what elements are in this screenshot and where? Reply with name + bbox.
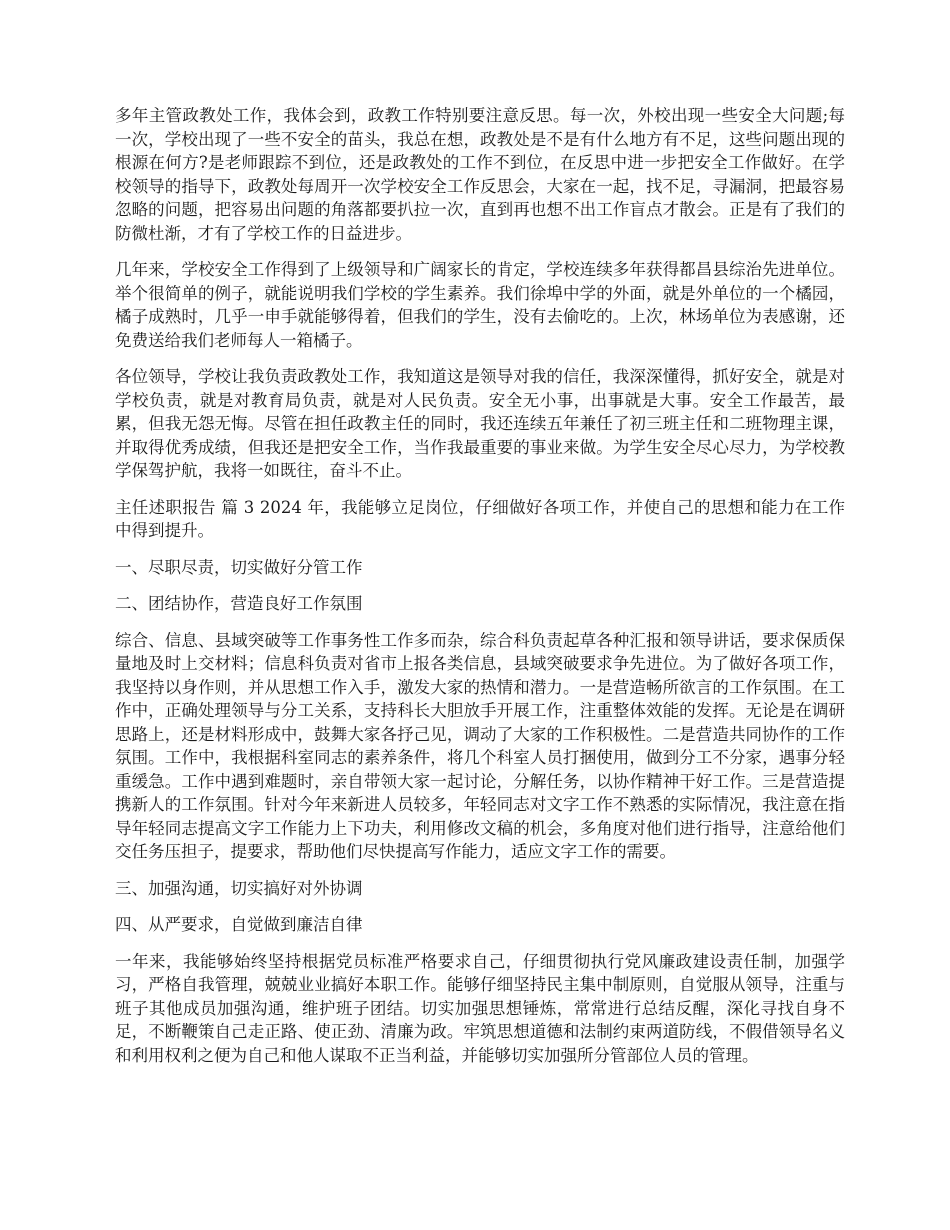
- paragraph-safety-reflection: 多年主管政教处工作，我体会到，政教工作特别要注意反思。每一次，外校出现一些安全大问题;每一次，学校出现了一些不安全的苗头，我总在想，政教处是不是有什么地方有不足，这些问题出现的根源在何方?是老师跟踪不到位，还是政教处的工作不到位，在反思中进一步把安全工作做好。在学校领导的指导下，政教处每周开一次学校安全工作反思会，大家在一起，找不足，寻漏洞，把最容易忽略的问题，把容易出问题的角落都要扒拉一次，直到再也想不出工作盲点才散会。正是有了我们的防微杜渐，才有了学校工作的日益进步。: [115, 106, 845, 243]
- paragraph-responsibility: 各位领导，学校让我负责政教处工作，我知道这是领导对我的信任，我深深懂得，抓好安全，就是对学校负责，就是对教育局负责，就是对人民负责。安全无小事，出事就是大事。安全工作最苦，最累，但我无怨无悔。尽管在担任政教主任的同时，我还连续五年兼任了初三班主任和二班物理主课，并取得优秀成绩，但我还是把安全工作，当作我最重要的事业来做。为学生安全尽心尽力，为学校教学保驾护航，我将一如既往，奋斗不止。: [115, 367, 845, 480]
- section-heading-2: 二、团结协作，营造良好工作氛围: [115, 594, 363, 613]
- paragraph-safety-achievements: 几年来，学校安全工作得到了上级领导和广阔家长的肯定，学校连续多年获得都昌县综治先进单位。举个很简单的例子，就能说明我们学校的学生素养。我们徐埠中学的外面，就是外单位的一个橘园，橘子成熟时，几乎一申手就能够得着，但我们的学生，没有去偷吃的。上次，林场单位为表感谢，还免费送给我们老师每人一箱橘子。: [115, 260, 845, 350]
- section-heading-1: 一、尽职尽责，切实做好分管工作: [115, 557, 363, 577]
- paragraph-report-intro: 主任述职报告 篇 3 2024 年，我能够立足岗位，仔细做好各项工作，并使自己的思想和能力在工作中得到提升。: [115, 497, 845, 540]
- section-heading-4: 四、从严要求，自觉做到廉洁自律: [115, 915, 363, 934]
- paragraph-self-discipline: 一年来，我能够始终坚持根据党员标准严格要求自己，仔细贯彻执行党风廉政建设责任制，加强学习，严格自我管理，兢兢业业搞好本职工作。能够仔细坚持民主集中制原则，自觉服从领导，注重与班子其他成员加强沟通，维护班子团结。切实加强思想锤炼，常常进行总结反醒，深化寻找自身不足，不断鞭策自己走正路、使正劲、清廉为政。牢筑思想道德和法制约束两道防线，不假借领导名义和利用权利之便为自己和他人谋取不正当利益，并能够切实加强所分管部位人员的管理。: [115, 951, 845, 1065]
- paragraph-teamwork: 综合、信息、县域突破等工作事务性工作多而杂，综合科负责起草各种汇报和领导讲话，要求保质保量地及时上交材料；信息科负责对省市上报各类信息，县域突破要求争先进位。为了做好各项工作，我坚持以身作则，并从思想工作入手，激发大家的热情和潜力。一是营造畅所欲言的工作氛围。在工作中，正确处理领导与分工关系，支持科长大胆放手开展工作，注重整体效能的发挥。无论是在调研思路上，还是材料形成中，鼓舞大家各抒己见，调动了大家的工作积极性。二是营造共同协作的工作氛围。工作中，我根据科室同志的素养条件，将几个科室人员打捆使用，做到分工不分家，遇事分轻重缓急。工作中遇到难题时，亲自带领大家一起讨论，分解任务，以协作精神干好工作。三是营造提携新人的工作氛围。针对今年来新进人员较多，年轻同志对文字工作不熟悉的实际情况，我注意在指导年轻同志提高文字工作能力上下功夫，利用修改文稿的机会，多角度对他们进行指导，注意给他们交任务压担子，提要求，帮助他们尽快提高写作能力，适应文字工作的需要。: [115, 630, 845, 861]
- section-heading-3: 三、加强沟通，切实搞好对外协调: [115, 878, 363, 898]
- document-body: [115, 104, 845, 1080]
